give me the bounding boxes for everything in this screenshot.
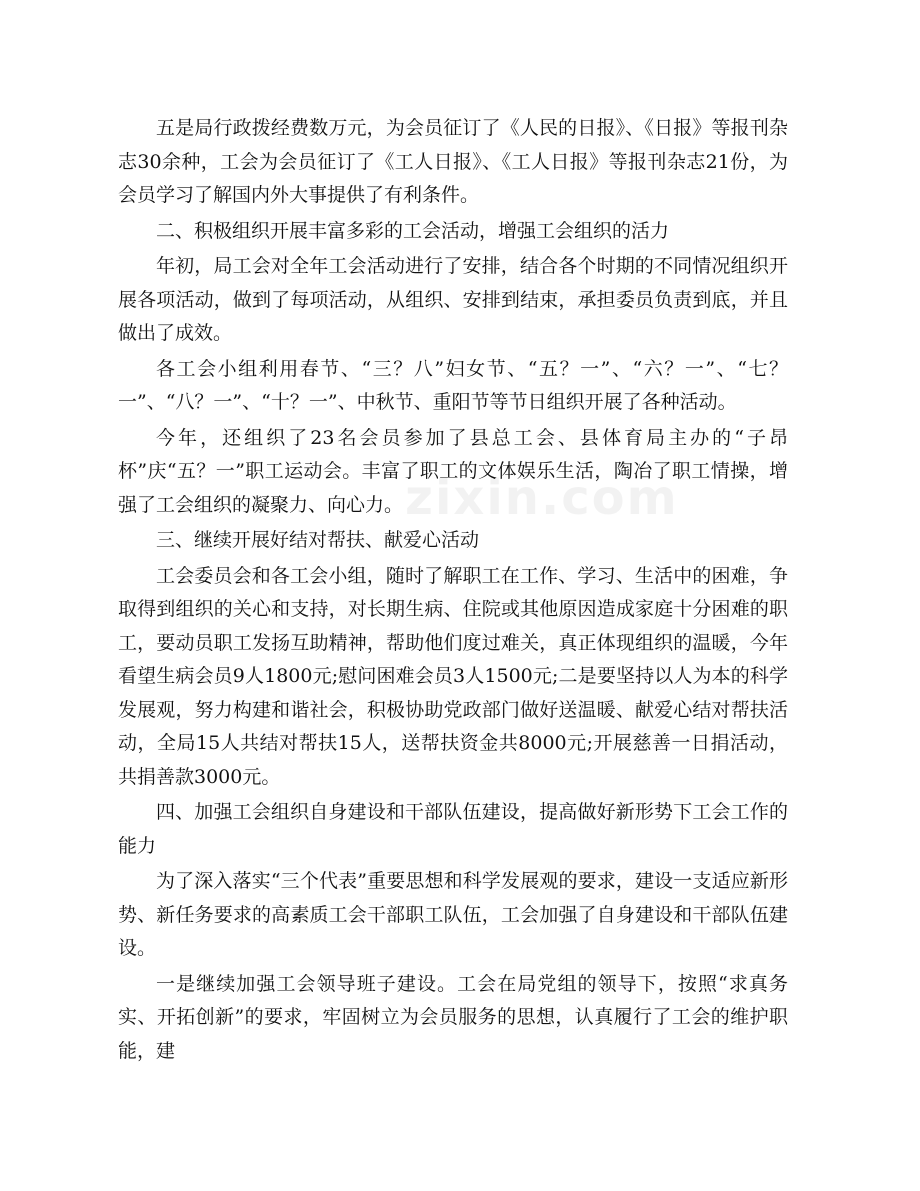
paragraph-7: 工会委员会和各工会小组，随时了解职工在工作、学习、生活中的困难，争取得到组织的关心和支持，对长期生病、住院或其他原因造成家庭十分困难的职工，要动员职工发扬互助精神，帮助他们度过难关，真正体现组织的温暖，今年看望生病会员9人1800元;慰问困难会员3人1500元;二是要坚持以人为本的科学发展观，努力构建和谐社会，积极协助党政部门做好送温暖、献爱心结对帮扶活动，全局15人共结对帮扶15人，送帮扶资金共8000元;开展慈善一日捐活动，共捐善款3000元。 [118,564,788,788]
document-body [118,112,788,1070]
paragraph-5: 今年，还组织了23名会员参加了县总工会、县体育局主办的“子昂杯”庆“五？一”职工运动会。丰富了职工的文体娱乐生活，陶冶了职工情操，增强了工会组织的凝聚力、向心力。 [118,426,788,516]
paragraph-4: 各工会小组利用春节、“三？八”妇女节、“五？一”、“六？一”、“七？一”、“八？一”、“十？一”、中秋节、重阳节等节日组织开展了各种活动。 [118,357,788,413]
paragraph-9: 为了深入落实“三个代表”重要思想和科学发展观的要求，建设一支适应新形势、新任务要求的高素质工会干部职工队伍，工会加强了自身建设和干部队伍建设。 [118,870,788,959]
paragraph-3: 年初，局工会对全年工会活动进行了安排，结合各个时期的不同情况组织开展各项活动，做到了每项活动，从组织、安排到结束，承担委员负责到底，并且做出了成效。 [118,255,788,344]
section-heading-3: 三、继续开展好结对帮扶、献爱心活动 [156,529,480,551]
paragraph-1: 五是局行政拨经费数万元，为会员征订了《人民的日报》、《日报》等报刊杂志30余种，工会为会员征订了《工人日报》、《工人日报》等报刊杂志21份，为会员学习了解国内外大事提供了有利条件。 [118,117,788,206]
section-heading-2: 二、积极组织开展丰富多彩的工会活动，增强工会组织的活力 [156,219,670,242]
paragraph-10: 一是继续加强工会领导班子建设。工会在局党组的领导下，按照“求真务实、开拓创新”的要求，牢固树立为会员服务的思想，认真履行了工会的维护职能，建 [118,972,788,1062]
section-heading-4: 四、加强工会组织自身建设和干部队伍建设，提高做好新形势下工会工作的能力 [118,801,788,857]
watermark-logo: zixin.com [405,470,679,526]
